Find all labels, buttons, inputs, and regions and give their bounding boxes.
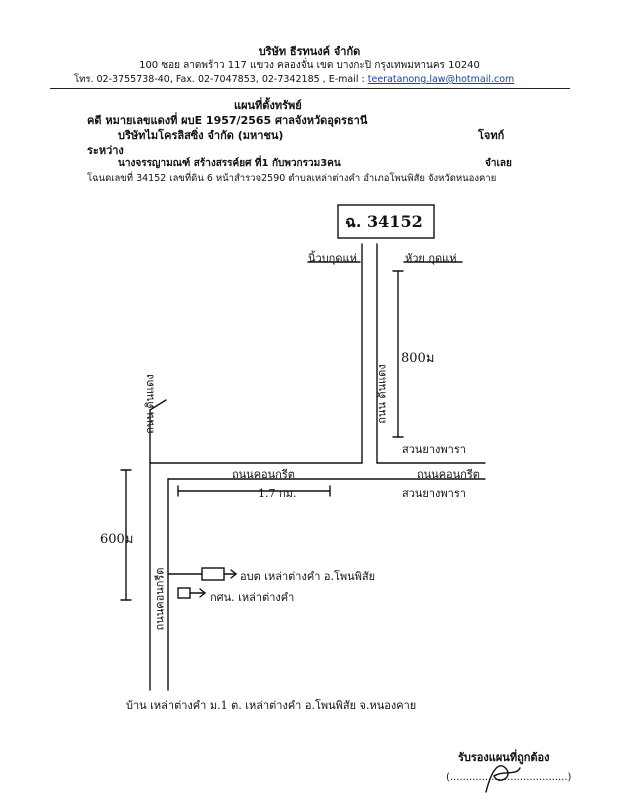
company-address: 100 ซอย ลาดพร้าว 117 แขวง คลองจั่น เขต บางกะปิ กรุงเทพมหานคร 10240 <box>139 60 480 71</box>
west-road-lower-label: ถนนคอนกรีต <box>153 567 167 631</box>
west-road-label: ถนน ดินแดง <box>143 374 157 434</box>
village-line: บ้าน เหล่าต่างคำ ม.1 ต. เหล่าต่างคำ อ.โพนพิสัย จ.หนองคาย <box>126 699 417 712</box>
doc-title: แผนที่ตั้งทรัพย์ <box>234 99 302 112</box>
between-label: ระหว่าง <box>87 144 124 157</box>
signature-line: (.....................................) <box>446 772 572 783</box>
distance-north-label: 800ม <box>401 351 435 366</box>
case-line: คดี หมายเลขแดงที่ ผบE 1957/2565 ศาลจังหวัดอุดรธานี <box>87 114 368 127</box>
field-label-top: สวนยางพารา <box>402 443 466 456</box>
right-neighbor-label: หัวย กุดแห่ <box>405 252 457 265</box>
junction-road-right-label: ถนนคอนกรีต <box>417 468 480 481</box>
property-line: โฉนดเลขที่ 34152 เลขที่ดิน 6 หน้าสำรวจ2590 ตำบลเหล่าต่างคำ อำเภอโพนพิสัย จังหวัดหนองคาย <box>87 173 497 184</box>
distance-east-label: 1.7 กม. <box>258 487 297 500</box>
defendant-name: นางจรรญามณฑ์ สร้างสรรค์ยศ ที่1 กับพวกรวม3คน <box>118 158 341 169</box>
distance-west-label: 600ม <box>100 532 134 547</box>
contact-text: โทร. 02-3755738-40, Fax. 02-7047853, 02-7342185 , E-mail : <box>74 74 368 85</box>
email-link[interactable]: teeratanong.law@hotmail.com <box>367 74 515 85</box>
office-label: กศน. เหล่าต่างคำ <box>210 591 295 604</box>
junction-road-left-label: ถนนคอนกรีต <box>232 468 295 481</box>
office-marker <box>178 588 190 598</box>
north-road-label: ถนน ดินแดง <box>375 364 389 424</box>
school-label: อบต เหล่าต่างคำ อ.โพนพิสัย <box>240 570 376 583</box>
defendant-role: จำเลย <box>485 158 512 169</box>
certify-label: รับรองแผนที่ถูกต้อง <box>458 751 550 764</box>
company-name: บริษัท ธีรทนงค์ จำกัด <box>258 45 361 58</box>
left-neighbor-label: นิ้วบกุดแห่ <box>308 252 357 265</box>
plaintiff-name: บริษัทไมโครลิสซิ่ง จำกัด (มหาชน) <box>118 129 284 142</box>
school-marker <box>202 568 224 580</box>
plaintiff-role: โจทก์ <box>478 129 505 142</box>
parcel-label: ฉ. 34152 <box>345 212 423 231</box>
field-label-mid: สวนยางพารา <box>402 487 466 500</box>
